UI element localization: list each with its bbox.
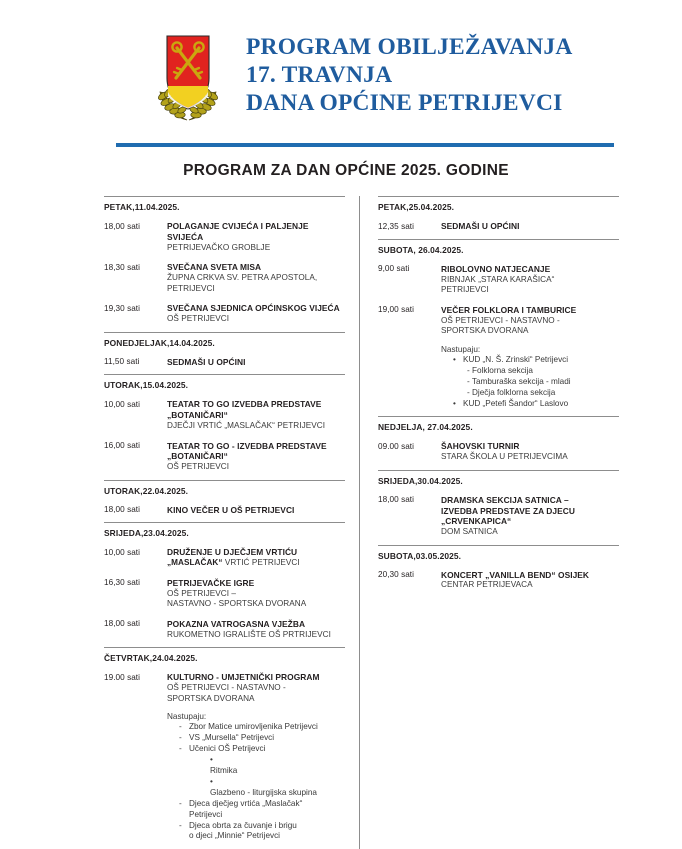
event-details [167, 441, 345, 473]
program-section [104, 647, 345, 849]
list-marker-icon: - [179, 798, 182, 808]
event-location: RUKOMETNO IGRALIŠTE OŠ PRTRIJEVCI [167, 629, 331, 639]
section-day-heading: SRIJEDA,23.04.2025. [104, 528, 189, 539]
list-marker-icon: • [210, 755, 213, 765]
program-event [104, 221, 345, 253]
program-event [104, 578, 345, 610]
event-time: 16,00 sati [104, 441, 141, 451]
performer-item [453, 355, 619, 399]
section-day-heading: UTORAK,22.04.2025. [104, 485, 189, 496]
event-title: SVEČANA SVETA MISA [167, 262, 262, 273]
event-title: PETRIJEVAČKE IGRE [167, 577, 255, 588]
header-accent-rule [116, 143, 614, 147]
performer-item [179, 733, 345, 744]
event-location: NASTAVNO - SPORTSKA DVORANA [167, 599, 307, 609]
event-time: 16,30 sati [104, 578, 141, 588]
petrijevci-coat-of-arms-icon [152, 30, 224, 126]
event-title: KULTURNO - UMJETNIČKI PROGRAM [167, 672, 320, 683]
program-section [104, 522, 345, 647]
event-title: SVEČANA SJEDNICA OPĆINSKOG VIJEĆA [167, 303, 340, 314]
list-marker-icon: - [179, 733, 182, 743]
event-title: POKAZNA VATROGASNA VJEŽBA [167, 618, 306, 629]
performer-name: Djeca dječjeg vrtića „Maslačak“ [189, 798, 303, 808]
event-details [167, 399, 345, 431]
program-event [104, 399, 345, 431]
event-title: KONCERT „VANILLA BEND“ OSIJEK [441, 569, 590, 580]
title-line-2: 17. TRAVNJA [246, 61, 393, 88]
performer-name-cont: Petrijevci [189, 809, 223, 819]
program-event [378, 305, 619, 410]
event-location: OŠ PETRIJEVCI - NASTAVNO - [441, 315, 560, 325]
title-line-1: PROGRAM OBILJEŽAVANJA [246, 34, 573, 60]
event-title: DRAMSKA SEKCIJA SATNICA – [441, 494, 569, 505]
list-marker-icon: - [179, 820, 182, 830]
event-location: SPORTSKA DVORANA [441, 326, 529, 336]
program-columns [0, 196, 682, 849]
event-location: SPORTSKA DVORANA [167, 693, 255, 703]
event-time: 19,30 sati [104, 303, 141, 313]
section-day-heading: SRIJEDA,30.04.2025. [378, 475, 463, 486]
title-block [246, 30, 573, 118]
event-details [441, 305, 619, 410]
event-details [167, 547, 345, 568]
performer-name-cont: o djeci „Minnie“ Petrijevci [189, 831, 281, 841]
event-title: POLAGANJE CVIJEĆA I PALJENJE SVIJEĆA [167, 221, 309, 242]
event-details [167, 619, 345, 640]
performer-subitem [200, 777, 345, 799]
section-day-heading: ČETVRTAK,24.04.2025. [104, 653, 198, 664]
event-location: DJEČJI VRTIĆ „MASLAČAK“ PETRIJEVCI [167, 420, 326, 430]
performer-name: VS „Mursella“ Petrijevci [189, 733, 275, 743]
event-time: 19,00 sati [378, 305, 415, 315]
performer-name: Djeca obrta za čuvanje i brigu [189, 820, 297, 830]
event-details [441, 441, 619, 462]
event-location: OŠ PETRIJEVCI [167, 462, 230, 472]
performer-subitem: - Folklorna sekcija [467, 365, 533, 375]
performers-label: Nastupaju: [441, 344, 481, 354]
program-section [378, 545, 619, 598]
program-event [378, 221, 619, 232]
event-title-cont: „BOTANIČARI“ [167, 451, 228, 462]
event-details [167, 357, 345, 368]
event-location: PETRIJEVAČKO GROBLJE [167, 242, 271, 252]
performer-item [179, 799, 345, 821]
event-details [441, 495, 619, 538]
performer-subitem [200, 755, 345, 777]
event-location: ŽUPNA CRKVA SV. PETRA APOSTOLA, [167, 272, 318, 282]
performer-item [179, 821, 345, 843]
program-event [104, 672, 345, 842]
event-title: KINO VEČER U OŠ PETRIJEVCI [167, 504, 295, 515]
list-marker-icon: • [210, 776, 213, 786]
event-title: TEATAR TO GO IZVEDBA PREDSTAVE [167, 399, 322, 410]
program-event [104, 357, 345, 368]
program-section [378, 196, 619, 239]
performer-subname: Glazbeno - liturgijska skupina [210, 787, 317, 797]
event-title: DRUŽENJE U DJEČJEM VRTIĆU [167, 547, 298, 558]
event-location: RIBNJAK „STARA KARAŠICA“ [441, 274, 555, 284]
performer-name: Zbor Matice umirovljenika Petrijevci [189, 722, 318, 732]
section-day-heading: UTORAK,15.04.2025. [104, 380, 189, 391]
program-section [104, 332, 345, 375]
performers-label: Nastupaju: [167, 712, 207, 722]
event-location: OŠ PETRIJEVCI - NASTAVNO - [167, 683, 286, 693]
program-event [104, 619, 345, 640]
event-title: RIBOLOVNO NATJECANJE [441, 263, 551, 274]
list-marker-icon: - [179, 722, 182, 732]
program-event [378, 441, 619, 462]
program-section [378, 239, 619, 417]
event-title: SEDMAŠI U OPĆINI [167, 356, 246, 367]
performer-name: KUD „Petefi Šandor“ Laslovo [463, 398, 569, 408]
program-event [104, 303, 345, 324]
performer-subitem: - Tamburaška sekcija - mladi [467, 376, 571, 386]
event-time: 10,00 sati [104, 399, 141, 409]
list-marker-icon: - [179, 744, 182, 754]
event-details [167, 505, 345, 516]
section-day-heading: SUBOTA, 26.04.2025. [378, 244, 464, 255]
event-time: 18,00 sati [104, 221, 141, 231]
event-title: SEDMAŠI U OPĆINI [441, 221, 520, 231]
program-event [104, 505, 345, 516]
event-location: STARA ŠKOLA U PETRIJEVCIMA [441, 452, 568, 462]
event-title: ŠAHOVSKI TURNIR [441, 441, 520, 452]
program-subtitle: PROGRAM ZA DAN OPĆINE 2025. GODINE [183, 162, 509, 179]
program-event [104, 547, 345, 568]
event-details [167, 221, 345, 253]
program-section [104, 480, 345, 523]
section-day-heading: PONEDJELJAK,14.04.2025. [104, 337, 215, 348]
event-time: 18,00 sati [104, 505, 141, 515]
program-event [104, 262, 345, 294]
program-event [378, 264, 619, 296]
program-column-left [104, 196, 359, 849]
event-location: OŠ PETRIJEVCI [167, 313, 230, 323]
event-location: PETRIJEVCI [167, 283, 215, 293]
event-time: 09.00 sati [378, 441, 415, 451]
event-title: VEČER FOLKLORA I TAMBURICE [441, 304, 577, 315]
event-time: 12,35 sati [378, 221, 415, 231]
program-section [104, 374, 345, 479]
section-day-heading: SUBOTA,03.05.2025. [378, 550, 462, 561]
event-details [441, 264, 619, 296]
event-title-place-mixed: „MASLAČAK“ VRTIĆ PETRIJEVCI [167, 558, 300, 568]
event-details [441, 570, 619, 591]
event-location: DOM SATNICA [441, 527, 498, 537]
event-title: TEATAR TO GO - IZVEDBA PREDSTAVE [167, 440, 327, 451]
performer-name: Učenici OŠ Petrijevci [189, 744, 266, 754]
performer-subname: Ritmika [210, 766, 238, 775]
event-details [167, 672, 345, 842]
performers-list [167, 722, 345, 842]
program-section [378, 470, 619, 545]
program-event [104, 441, 345, 473]
program-event [378, 495, 619, 538]
event-time: 18,30 sati [104, 262, 141, 272]
event-time: 20,30 sati [378, 570, 415, 580]
performer-item [453, 399, 619, 410]
event-time: 19.00 sati [104, 672, 141, 682]
section-day-heading: NEDJELJA, 27.04.2025. [378, 422, 473, 433]
program-section [104, 196, 345, 332]
performer-sublist [189, 755, 345, 799]
event-time: 18,00 sati [378, 495, 415, 505]
performer-item [179, 722, 345, 733]
program-event [378, 570, 619, 591]
list-marker-icon: • [453, 354, 456, 364]
event-title-cont: IZVEDBA PREDSTAVE ZA DJECU [441, 505, 575, 516]
event-location: PETRIJEVCI [441, 285, 489, 295]
performers-list [441, 355, 619, 410]
event-title-cont: „BOTANIČARI“ [167, 410, 228, 421]
event-details [167, 303, 345, 324]
event-location: OŠ PETRIJEVCI – [167, 588, 236, 598]
event-details [167, 262, 345, 294]
event-time: 9,00 sati [378, 264, 410, 274]
document-header [152, 0, 682, 126]
event-details [167, 578, 345, 610]
program-section [378, 416, 619, 469]
title-line-3: DANA OPĆINE PETRIJEVCI [246, 89, 563, 116]
event-title-cont: „CRVENKAPICA“ [441, 516, 512, 527]
list-marker-icon: • [453, 398, 456, 408]
section-day-heading: PETAK,11.04.2025. [104, 202, 180, 212]
program-column-right [359, 196, 619, 849]
event-time: 18,00 sati [104, 619, 141, 629]
event-details [441, 221, 619, 232]
section-day-heading: PETAK,25.04.2025. [378, 202, 455, 212]
event-time: 11,50 sati [104, 357, 140, 367]
performer-subitem: - Dječja folklorna sekcija [467, 387, 556, 397]
performer-name: KUD „N. Š. Zrinski“ Petrijevci [463, 354, 569, 364]
event-time: 10,00 sati [104, 547, 141, 557]
event-location: CENTAR PETRIJEVACA [441, 580, 533, 590]
